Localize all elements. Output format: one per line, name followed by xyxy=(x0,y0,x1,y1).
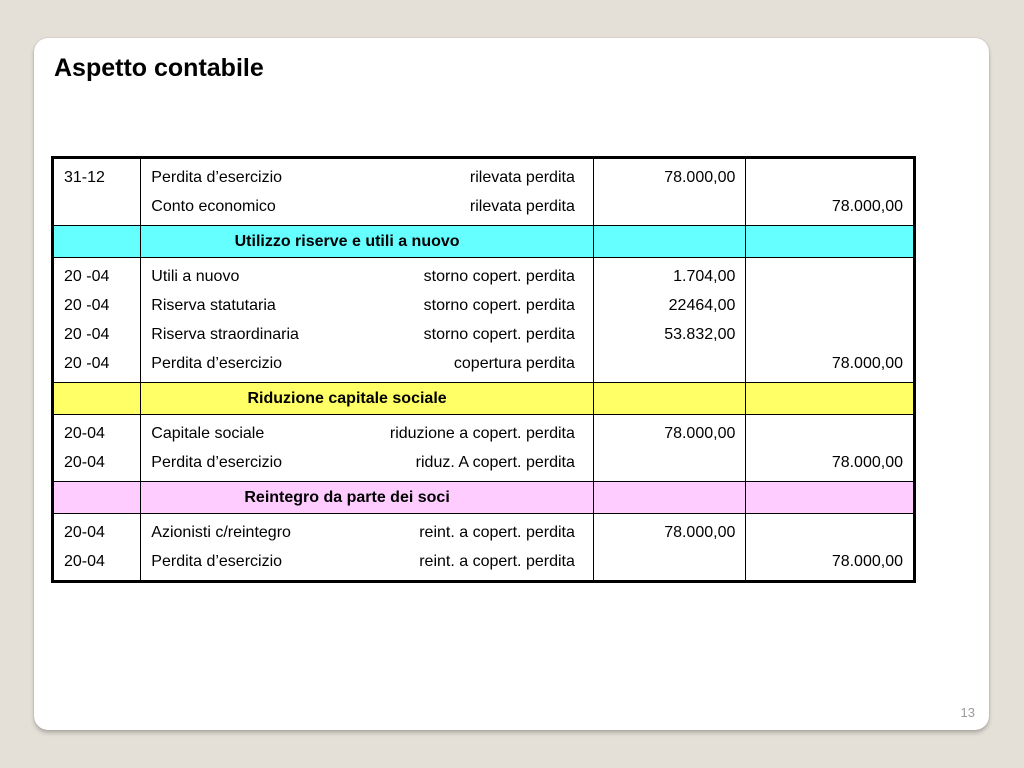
debit-cell xyxy=(593,415,746,482)
slide xyxy=(34,38,989,730)
section-credit-cell xyxy=(746,226,915,258)
entry-account: Perdita d’esercizio xyxy=(151,454,283,471)
entry-note: rilevata perdita xyxy=(469,198,575,215)
entry-date: 20-04 xyxy=(64,524,105,541)
entry-credit: 78.000,00 xyxy=(831,553,903,570)
debit-cell xyxy=(593,158,746,226)
entry-description xyxy=(141,262,593,291)
date-cell xyxy=(53,415,141,482)
entry-credit: 78.000,00 xyxy=(831,454,903,471)
entry-debit: 53.832,00 xyxy=(664,326,736,343)
entry-debit xyxy=(594,448,746,477)
entry-description xyxy=(141,349,593,378)
entry-date: 20 -04 xyxy=(64,297,110,314)
entry-credit xyxy=(746,163,913,192)
entry-description xyxy=(141,518,593,547)
entry-date: 20 -04 xyxy=(64,326,110,343)
section-title: Reintegro da parte dei soci xyxy=(141,482,594,514)
section-date-cell xyxy=(53,226,141,258)
entry-credit xyxy=(746,291,913,320)
section-title: Riduzione capitale sociale xyxy=(141,383,594,415)
entry-description xyxy=(141,448,593,477)
entry-note: storno copert. perdita xyxy=(423,297,575,314)
entry-description xyxy=(141,320,593,349)
entry-credit xyxy=(746,419,913,448)
entry-date: 31-12 xyxy=(64,169,105,186)
page-number: 13 xyxy=(960,705,975,720)
entry-debit xyxy=(594,547,746,576)
entry-account: Riserva straordinaria xyxy=(151,326,299,343)
entry-debit: 1.704,00 xyxy=(673,268,736,285)
journal-entry-block xyxy=(53,258,915,383)
description-cell xyxy=(141,514,594,582)
entry-description xyxy=(141,547,593,576)
entry-account: Utili a nuovo xyxy=(151,268,240,285)
debit-cell xyxy=(593,514,746,582)
entry-debit xyxy=(594,192,746,221)
section-header-row xyxy=(53,383,915,415)
journal-entry-block xyxy=(53,158,915,226)
entry-description xyxy=(141,291,593,320)
section-credit-cell xyxy=(746,383,915,415)
section-debit-cell xyxy=(593,482,746,514)
entry-credit: 78.000,00 xyxy=(831,355,903,372)
entry-description xyxy=(141,163,593,192)
entry-debit: 78.000,00 xyxy=(664,169,736,186)
entry-note: riduzione a copert. perdita xyxy=(389,425,575,442)
entry-account: Perdita d’esercizio xyxy=(151,169,283,186)
section-debit-cell xyxy=(593,226,746,258)
entry-note: rilevata perdita xyxy=(469,169,575,186)
section-header-row xyxy=(53,482,915,514)
entry-credit: 78.000,00 xyxy=(831,198,903,215)
entry-date: 20-04 xyxy=(64,553,105,570)
entry-account: Perdita d’esercizio xyxy=(151,553,283,570)
entry-credit xyxy=(746,518,913,547)
entry-account: Capitale sociale xyxy=(151,425,265,442)
credit-cell xyxy=(746,514,915,582)
section-title: Utilizzo riserve e utili a nuovo xyxy=(141,226,594,258)
section-credit-cell xyxy=(746,482,915,514)
date-cell xyxy=(53,158,141,226)
entry-debit: 78.000,00 xyxy=(664,425,736,442)
entry-description xyxy=(141,419,593,448)
entry-debit: 78.000,00 xyxy=(664,524,736,541)
credit-cell xyxy=(746,415,915,482)
credit-cell xyxy=(746,258,915,383)
journal-entry-block xyxy=(53,415,915,482)
entry-date xyxy=(54,192,140,221)
entry-date: 20-04 xyxy=(64,425,105,442)
date-cell xyxy=(53,514,141,582)
entry-note: reint. a copert. perdita xyxy=(419,553,575,570)
section-date-cell xyxy=(53,383,141,415)
entry-note: copertura perdita xyxy=(453,355,575,372)
entry-account: Riserva statutaria xyxy=(151,297,276,314)
entry-date: 20-04 xyxy=(64,454,105,471)
entry-note: reint. a copert. perdita xyxy=(419,524,575,541)
entry-description xyxy=(141,192,593,221)
entry-debit: 22464,00 xyxy=(668,297,736,314)
entry-account: Conto economico xyxy=(151,198,276,215)
debit-cell xyxy=(593,258,746,383)
entry-note: storno copert. perdita xyxy=(423,326,575,343)
section-header-row xyxy=(53,226,915,258)
entry-date: 20 -04 xyxy=(64,268,110,285)
entry-account: Azionisti c/reintegro xyxy=(151,524,291,541)
credit-cell xyxy=(746,158,915,226)
entry-debit xyxy=(594,349,746,378)
journal-table-body xyxy=(53,158,915,582)
journal-table xyxy=(51,156,916,583)
slide-title: Aspetto contabile xyxy=(54,54,264,82)
section-date-cell xyxy=(53,482,141,514)
description-cell xyxy=(141,258,594,383)
entry-date: 20 -04 xyxy=(64,355,110,372)
entry-note: storno copert. perdita xyxy=(423,268,575,285)
entry-account: Perdita d’esercizio xyxy=(151,355,283,372)
date-cell xyxy=(53,258,141,383)
section-debit-cell xyxy=(593,383,746,415)
entry-note: riduz. A copert. perdita xyxy=(415,454,575,471)
entry-credit xyxy=(746,320,913,349)
journal-entry-block xyxy=(53,514,915,582)
description-cell xyxy=(141,158,594,226)
description-cell xyxy=(141,415,594,482)
entry-credit xyxy=(746,262,913,291)
